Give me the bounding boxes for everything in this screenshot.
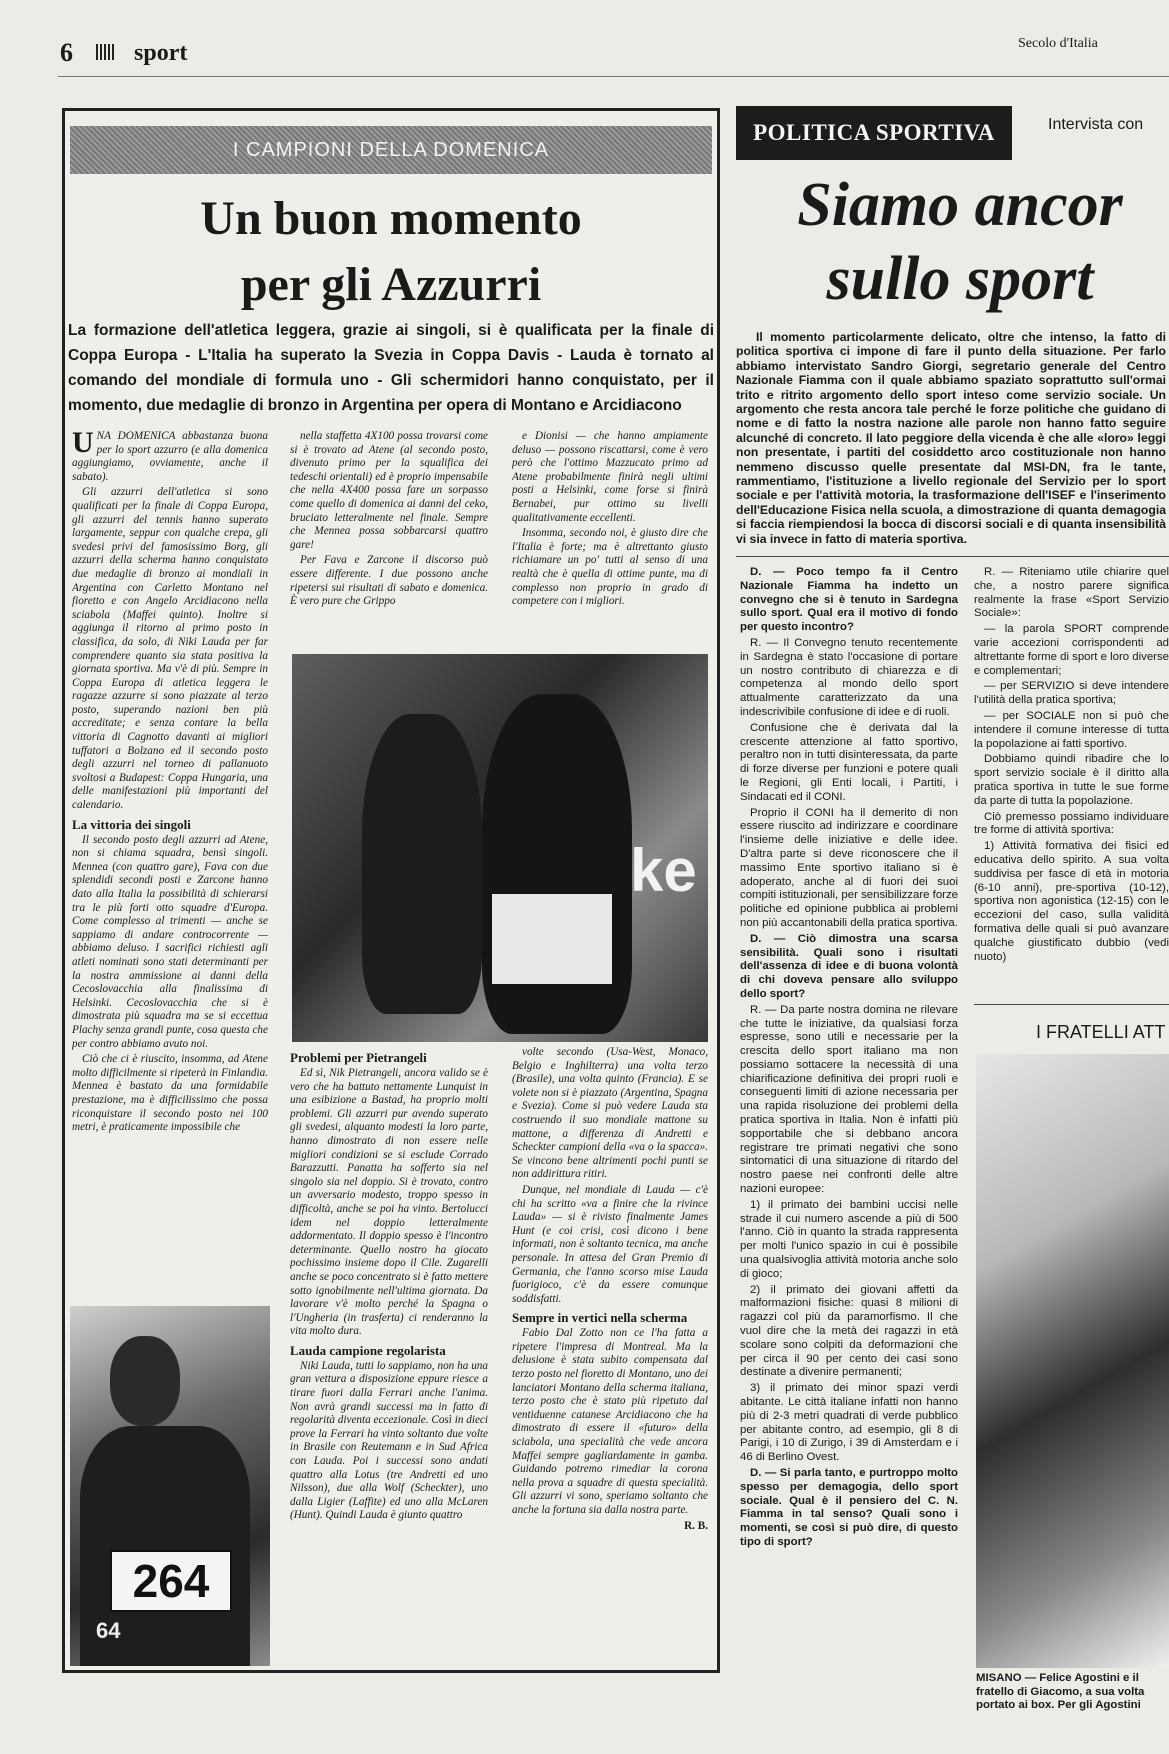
answer: — per SERVIZIO si deve intendere l'utilità della pratica sportiva; bbox=[974, 680, 1169, 707]
answer: 1) Attività formativa dei fisici ed educativa dello spirito. A sua volta suddivisa per fasce di età in motoria (6-10 anni), pre-sportiva (10-12), sportiva non agonistica (12-15) con le eccezioni del caso, sulla validità formativa delle quali si può avanzare qualche giustificato dubbio (vedi nuoto) bbox=[974, 840, 1169, 963]
paragraph: volte secondo (Usa-West, Monaco, Belgio e Inghilterra) una volta terzo (Brasile), una volta quinto (Francia). E se volete non si è piazzato (Argentina, Spagna e Svezia). Come si può vedere Lauda sta costruendo il suo mondiale mattone su mattone, a differenza di Andretti e Scheckter campioni della «va o la spacca». Se vincono bene altrimenti pochi punti se non addirittura ritiri. bbox=[512, 1046, 708, 1181]
paragraph: NA DOMENICA abbastanza buona per lo sport azzurro (e alla domenica aggiungiamo, ovviamente, anche il sabato). bbox=[72, 430, 268, 483]
title-line-1: Un buon momento bbox=[200, 192, 582, 245]
photo-motorcyclist bbox=[976, 1054, 1169, 1668]
player-figure-left bbox=[362, 714, 482, 1014]
divider bbox=[974, 1004, 1169, 1005]
article-column-1 bbox=[72, 430, 268, 1300]
question: D. — Ciò dimostra una scarsa sensibilità. Quali sono i risultati dell'assenza di idee e di buona volontà di chi doveva pensare allo sviluppo dello sport? bbox=[740, 932, 958, 1000]
section-ornament bbox=[96, 44, 114, 60]
answer: Confusione che è derivata dal la crescente attenzione al fatto sportivo, peraltro non in tutti disinteressata, da parte di forze diverse per funzioni e potere quali le Regioni, gli Enti locali, i Partiti, i Sindacati ed il CONI. bbox=[740, 721, 958, 803]
title-line-2: per gli Azzurri bbox=[240, 258, 542, 311]
runner-bib-number-2: 64 bbox=[96, 1618, 121, 1643]
paragraph: e Dionisi — che hanno ampiamente deluso — possono riscattarsi, come è vero però che l'ottimo Mazzucato primo ad Atene probabilmente finirà negli ultimi posti a Helsinki, come forse si finirà Bernabei, pur ottimo su livelli qualitativamente eccellenti. bbox=[512, 430, 708, 524]
subheading: Sempre in vertici nella scherma bbox=[512, 1310, 688, 1326]
title-line-1: Siamo ancor bbox=[797, 171, 1123, 239]
subheading: Lauda campione regolarista bbox=[290, 1342, 446, 1358]
paragraph: Fabio Dal Zotto non ce l'ha fatta a ripetere l'impresa di Montreal. Ma la delusione è stata subito compensata dal terzo posto nel fioretto di Montano, uno dei lanciatori Montano della scherma italiana, terzo posto che è stato più ripetuto dal ventiduenne catanese Arcidiacono che ha dimostrato di essere il «futuro» della sciabola, una specialità che vede ancora Maffei sempre gagliardamente in gamba. Guidando potremo rimediar la corona nella prova a squadre di questa specialità. Gli azzurri vi sono, speriamo soltanto che anche la fortuna sia dalla nostra parte. bbox=[512, 1327, 708, 1516]
divider bbox=[736, 556, 1169, 557]
paragraph: Gli azzurri dell'atletica si sono qualificati per la finale di Coppa Europa, gli azzurri del tennis hanno superato largamente, seppur con qualche crepa, gli svedesi privi del famosissimo Borg, gli azzurri della scherma hanno conquistato due medaglie di bronzo ai mondiali in Argentina con Carletto Montano nel fioretto e con Angelo Arcidiacono nella sciabola (Maffei quinto). Inoltre si aggiunga il ritorno al primo posto in classifica, da solo, di Niki Lauda per far comprendere quanto sia stata positiva la giornata sportiva. Ma v'è di più. Sempre in Coppa Europa di atletica leggera le ragazze azzurre si sono piazzate al terzo posto, superando nazioni ben più accreditate; e senza contare la bella vittoria di Cagnotto davanti ai migliori tuffatori a Bolzano ed il secondo posto degli azzurri nel torneo di pallanuoto svoltosi a Budapest: Coppa Hungaria, una delle manifestazioni più importanti del calendario. bbox=[72, 486, 268, 812]
interview-column-1 bbox=[740, 566, 958, 1696]
answer: R. — Riteniamo utile chiarire quel che, a nostro parere significa realmente la frase «Sport Servizio Sociale»: bbox=[974, 566, 1169, 620]
answer: R. — Da parte nostra domina ne rilevare che tutte le iniziative, da qualsiasi forza espresse, sono utili e necessarie per la crescita dello sport italiano ma non possiamo sottacere la necessità di una chiarificazione definitiva dei propri ruoli e conseguenti limiti di azione necessaria per una rapida risoluzione dei problemi della pratica sportiva in Italia. Non è infatti più sopportabile che si debbano ancora registrare tre primati negativi che sono sintomatici di una situazione di ritardo del nostro paese nei confronti delle altre nazioni europee: bbox=[740, 1003, 958, 1196]
publication-name: Secolo d'Italia bbox=[1018, 36, 1098, 51]
interview-column-2 bbox=[974, 566, 1169, 1002]
article-column-3-bottom bbox=[512, 1046, 708, 1658]
photo-advert-lettering: ke bbox=[630, 837, 697, 904]
answer: 2) il primato dei giovani affetti da malformazioni fisiche: quasi 8 milioni di ragazzi col più da paramorfismo. Il che vuol dire che la metà dei ragazzi in età scolare sono colpiti da deformazioni che per circa il 90 per cento dei casi sono destinate a divenire permanenti; bbox=[740, 1283, 958, 1379]
right-article-lead bbox=[736, 330, 1166, 550]
paragraph: Dunque, nel mondiale di Lauda — c'è chi ha scritto «va a finire che la rivince Lauda» — si è rivisto finalmente James Hunt (e coi crisi, così dicono i bene informati, non è soltanto tecnica, ma anche personale. In attesa del Gran Premio di Germania, che l'anno scorso mise Lauda fuorigioco, c'è da essere comunque soddisfatti. bbox=[512, 1183, 708, 1305]
paragraph: Ciò che ci è riuscito, insomma, ad Atene molto difficilmente si ripeterà in Finlandia. Mennea è bastato da una formidabile prestazione, ma è difficilissimo che possa riconquistare il secondo posto nei 100 metri, è praticamente impossibile che bbox=[72, 1053, 268, 1134]
answer: Dobbiamo quindi ribadire che lo sport servizio sociale è il diritto alla pratica sportiva in tutte le sue forme da parte di tutta la popolazione. bbox=[974, 753, 1169, 807]
drop-cap: U bbox=[72, 430, 94, 459]
subheading: Problemi per Pietrangeli bbox=[290, 1050, 427, 1065]
interview-label: Intervista con bbox=[1048, 116, 1144, 133]
rubric-tag: POLITICA SPORTIVA bbox=[736, 106, 1012, 160]
article-column-2-bottom bbox=[290, 1046, 488, 1658]
paragraph: Insomma, secondo noi, è giusto dire che l'Italia è forte; ma è altrettanto giusto richiamare un po' tutti al senso di una realtà che è quella di ottime punte, ma di complesso non proprio in grado di competere con i migliori. bbox=[512, 527, 708, 608]
answer: R. — Il Convegno tenuto recentemente in Sardegna è stato l'occasione di portare un nostro contributo di chiarezza e di competenza al mondo dello sport attualmente caratterizzato da una indescrivibile confusione di idee e di ruoli. bbox=[740, 636, 958, 718]
paragraph: nella staffetta 4X100 possa trovarsi come si è trovato ad Atene (al secondo posto, divenuto primo per la squalifica dei tedeschi orientali) ed è proprio impensabile che nella 4X400 possa fare un sorpasso come quello di domenica ai danni del ceko, bruciato letteralmente nel finale. Sempre che Mennea possa sobbarcarsi quattro gare! bbox=[290, 430, 488, 551]
answer: — per SOCIALE non si può che intendere il comune interesse di tutta la popolazione ai fatti sportivo. bbox=[974, 709, 1169, 750]
player-shorts bbox=[492, 894, 612, 984]
title-line-2: sullo sport bbox=[826, 245, 1094, 313]
answer: 1) il primato dei bambini uccisi nelle strade il cui numero ascende a più di 500 l'anno. Ciò in quanto la strada rappresenta per molti l'unico spazio in cui è possibile una qualsivoglia attività motoria anche solo di gioco; bbox=[740, 1198, 958, 1280]
page-number: 6 bbox=[60, 38, 73, 67]
photo-caption: MISANO — Felice Agostini e il fratello di Giacomo, a sua volta portato ai box. Per gli Agostini bbox=[976, 1672, 1145, 1712]
paragraph: Niki Lauda, tutti lo sappiamo, non ha una gran vettura a disposizione eppure riesce a tirare fuori dalla Ferrari anche l'anima. Non avrà grandi successi ma in fatto di regolarità diventa eccezionale. Così in dieci prove la Ferrari ha vinto soltanto due volte in Brasile con Reutemann e in Sud Africa con Lauda. Poi i successi sono andati quattro alla Lotus (tre Andretti ed uno Nilsson), due alla Wolf (Scheckter), uno dalla Ligier (Laffite) ed uno alla McLaren (Hunt). Quindi Lauda è giunto quattro bbox=[290, 1359, 488, 1522]
paragraph: Per Fava e Zarcone il discorso può essere differente. I due possono anche ripetersi sui risultati di sabato e domenica. È vero pure che Grippo bbox=[290, 554, 488, 608]
question: D. — Si parla tanto, e purtroppo molto spesso per demagogia, dello sport sociale. Qual è il pensiero del C. N. Fiamma in tal senso? Quali sono i momenti, se così si può dire, di questo tipo di sport? bbox=[740, 1467, 958, 1548]
header-rule bbox=[58, 76, 1169, 77]
rubric-banner: I CAMPIONI DELLA DOMENICA bbox=[70, 126, 712, 174]
answer: Proprio il CONI ha il demerito di non essere riuscito ad indirizzare e coordinare l'insieme delle iniziative e delle idee. D'altra parte si deve riconoscere che il massimo Ente sportivo italiano si è adoperato, anche al di fuori dei suoi compiti istituzionali, per sensibilizzare forze politiche ed opinione pubblica ai problemi non più accantonabili della pratica sportiva. bbox=[740, 806, 958, 929]
article-lead: La formazione dell'atletica leggera, grazie ai singoli, si è qualificata per la finale di Coppa Europa - L'Italia ha superato la Svezia in Coppa Davis - Lauda è tornato al comando del mondiale di formula uno - Gli schermidori hanno conquistato, per il momento, due medaglie di bronzo in Argentina per opera di Montano e Arcidiacono bbox=[68, 322, 714, 414]
side-article-title: I FRATELLI ATT bbox=[1036, 1022, 1166, 1042]
article-column-3 bbox=[512, 430, 708, 650]
article-column-2 bbox=[290, 430, 488, 650]
answer: — la parola SPORT comprende varie accezioni corrispondenti ad altrettante forme di sport e loro diverse e complementari; bbox=[974, 623, 1169, 677]
subheading: La vittoria dei singoli bbox=[72, 816, 191, 832]
paragraph: Il secondo posto degli azzurri ad Atene, non si chiama squadra, bensì singoli. Mennea (con quattro gare), Fava con due splendidi secondi posti e Zarcone hanno dato alla Italia la possibilità di schierarsi tra le più forti otto squadre d'Europa. Come complesso al trimenti — anche se sappiamo di andare controcorrente — abbiamo deluso. I sacrifici richiesti agli atleti nominati sono stati determinanti per la nostra ammissione ai danni della Cecoslovacchia alla finalissima di Helsinki. Cecoslovacchia che si è dimostrata più squadra ma se si eccettua Plachy senza grandi punte, cosa questa che per contro abbiamo avuto noi. bbox=[72, 833, 268, 1050]
question: D. — Poco tempo fa il Centro Nazionale Fiamma ha indetto un convegno che si è tenuto in Sardegna sullo sport. Qual era il motivo di fondo per questo incontro? bbox=[740, 566, 958, 634]
answer: 3) il primato dei minor spazi verdi abitante. Le città italiane infatti non hanno più di 2-3 metri quadrati di verde pubblico per abitante contro, ad esempio, gli 8 di Parigi, i 10 di Zurigo, i 39 di Amsterdam e i 46 di Berlino Ovest. bbox=[740, 1382, 958, 1464]
runner-bib-number: 264 bbox=[110, 1550, 232, 1612]
photo-runner bbox=[70, 1306, 270, 1666]
answer: Ciò premesso possiamo individuare tre forme di attività sportiva: bbox=[974, 810, 1169, 837]
author-signature: R. B. bbox=[684, 1519, 708, 1532]
article-title bbox=[70, 186, 712, 318]
section-name: sport bbox=[134, 40, 188, 66]
paragraph: Il momento particolarmente delicato, oltre che intenso, la fatto di politica sportiva ci impone di fare il punto della situazione. Per farlo abbiamo intervistato Sandro Giorgi, segretario generale del Centro Nazionale Fiamma con il quale abbiamo spaziato soprattutto sull'ormai trito e ritrito argomento dello sport inteso come servizio sociale. Un argomento che resta ancora tale perché le forze politiche che guidano di nome e di fatto la nostra nazione alle parole non hanno fatto seguire alcunché di concreto. Il lato peggiore della vicenda è che alle «loro» leggi non presentate, i partiti del cosiddetto arco costituzionale non hanno nemmeno discusso quelle presentate dal MSI-DN, fra le tante, rammentiamo, l'istituzione a livello regionale del Servizio per lo sport sociale e per l'attività motoria, la trasformazione dell'ISEF e l'inserimento dell'Educazione Fisica nella scuola, a dimostrazione di quanta demagogia si faccia riempiendosi la bocca di discorsi sociali e di quanta insensibilità vi sia invece in fatto di materia sportiva. bbox=[736, 330, 1166, 546]
runner-head bbox=[110, 1336, 180, 1426]
right-article-title bbox=[740, 168, 1169, 316]
paragraph: Ed sì, Nik Pietrangeli, ancora valido se è vero che ha battuto nettamente Lunquist in una esibizione a Bastad, ha proprio molti problemi. Gli azzurri pur avendo superato gli svedesi, alquanto modesti la loro parte, hanno dimostrato di non essere nelle migliori condizioni se si esclude Corrado Barazzutti. Panatta ha sofferto sia nel singolo sia nel doppio. Si è trovato, contro un avversario modesto, troppo spesso in difficoltà, anche se poi ha vinto. Bertolucci idem nel doppio letteralmente addormentato. Il doppio spesso è l'incontro determinante. Quello nostro ha giocato pochissimo insieme dopo il Cile. Zugarelli anche se poco concentrato si è fatto mettere sotto ignobilmente nell'ultima giornata. Da lavorare v'è molto perché la Spagna o l'Ungheria (in trasferta) ci renderanno la vita molto dura. bbox=[290, 1067, 488, 1338]
